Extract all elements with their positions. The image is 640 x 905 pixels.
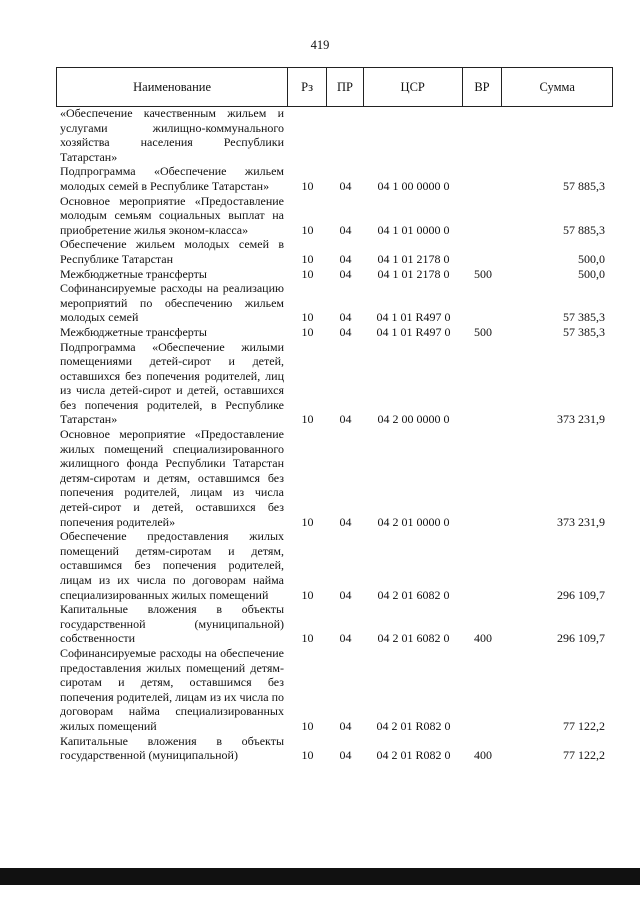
- row-pr: 04: [339, 324, 352, 339]
- table-row: [56, 267, 613, 282]
- row-csr: [364, 106, 463, 164]
- row-sum: 373 231,9: [557, 412, 605, 427]
- row-name: Основное мероприятие «Предоставление жилых помещений специализированного жилищного фонда Республики Татарстан детям-сиротам и детям, оставшимся без попечения родителей, лицам из числа детей-сирот и детей, оставшихся без попечения родителей»: [60, 427, 284, 529]
- table-row: [56, 427, 613, 529]
- row-sum: 500,0: [578, 266, 605, 281]
- row-sum: 57 885,3: [563, 178, 605, 193]
- row-sum: 296 109,7: [557, 587, 605, 602]
- table-row: [56, 237, 613, 266]
- row-csr: 04 1 01 R497 0: [376, 324, 451, 339]
- row-rz: 10: [301, 412, 314, 427]
- header-pr: ПР: [327, 68, 364, 106]
- row-name: Основное мероприятие «Предоставление молодым семьям социальных выплат на приобретение жилья эконом-класса»: [60, 193, 284, 237]
- header-csr: ЦСР: [364, 68, 463, 106]
- row-rz: [288, 106, 327, 164]
- row-name: Межбюджетные трансферты: [60, 324, 207, 339]
- row-rz: 10: [301, 718, 314, 733]
- row-name: Обеспечение предоставления жилых помещений детям-сиротам и детям, оставшимся без попечения родителей, лицам из их числа по договорам найма специализированных жилых помещений: [60, 529, 284, 602]
- row-name: Обеспечение жильем молодых семей в Республике Татарстан: [60, 237, 284, 266]
- row-sum: 57 885,3: [563, 222, 605, 237]
- row-rz: 10: [301, 310, 314, 325]
- row-vr: 500: [474, 324, 492, 339]
- row-csr: 04 2 01 6082 0: [377, 631, 450, 646]
- table-row: [56, 281, 613, 325]
- row-pr: 04: [339, 631, 352, 646]
- row-csr: 04 1 01 2178 0: [377, 251, 450, 266]
- row-rz: 10: [301, 631, 314, 646]
- row-rz: 10: [301, 266, 314, 281]
- row-pr: 04: [339, 178, 352, 193]
- row-csr: 04 2 01 R082 0: [376, 748, 451, 763]
- row-name: Капитальные вложения в объекты государственной (муниципальной): [60, 733, 284, 763]
- row-csr: 04 2 00 0000 0: [377, 412, 450, 427]
- row-sum: 57 385,3: [563, 324, 605, 339]
- row-name: «Обеспечение качественным жильем и услугами жилищно-коммунального хозяйства населения Республики Татарстан»: [60, 106, 284, 164]
- scan-edge-bar: [0, 868, 640, 885]
- table-row: [56, 194, 613, 238]
- row-csr: 04 2 01 R082 0: [376, 718, 451, 733]
- row-rz: 10: [301, 178, 314, 193]
- row-rz: 10: [301, 748, 314, 763]
- row-pr: [327, 106, 364, 164]
- row-name: Софинансируемые расходы на обеспечение предоставления жилых помещений детям-сиротам и детям, оставшимся без попечения родителей, лицам из их числа по договорам найма специализированных жилых помещений: [60, 645, 284, 733]
- row-pr: 04: [339, 748, 352, 763]
- row-csr: 04 1 01 0000 0: [377, 222, 450, 237]
- row-pr: 04: [339, 222, 352, 237]
- table-row: [56, 646, 613, 734]
- table-row: [56, 340, 613, 428]
- table-row: [56, 164, 613, 193]
- row-name: Капитальные вложения в объекты государственной (муниципальной) собственности: [60, 602, 284, 646]
- row-name: Межбюджетные трансферты: [60, 266, 207, 281]
- header-sum: Сумма: [539, 79, 575, 94]
- row-pr: 04: [339, 412, 352, 427]
- row-vr: [463, 529, 503, 602]
- row-rz: 10: [301, 587, 314, 602]
- row-pr: 04: [339, 514, 352, 529]
- row-name: Подпрограмма «Обеспечение жильем молодых семей в Республике Татарстан»: [60, 164, 284, 193]
- table-row: [56, 529, 613, 602]
- row-vr: 400: [474, 748, 492, 763]
- row-sum: 373 231,9: [557, 514, 605, 529]
- header-name: Наименование: [57, 68, 288, 106]
- row-pr: 04: [339, 587, 352, 602]
- table-row: [56, 734, 613, 763]
- row-sum: 500,0: [578, 251, 605, 266]
- header-rz: Рз: [288, 68, 327, 106]
- row-vr: 500: [474, 266, 492, 281]
- row-rz: 10: [301, 324, 314, 339]
- table-row: [56, 325, 613, 340]
- row-pr: 04: [339, 266, 352, 281]
- row-rz: 10: [301, 251, 314, 266]
- row-csr: 04 2 01 6082 0: [377, 587, 450, 602]
- row-name: Софинансируемые расходы на реализацию мероприятий по обеспечению жильем молодых семей: [60, 281, 284, 325]
- page-number: 419: [310, 38, 330, 52]
- row-pr: 04: [339, 251, 352, 266]
- row-vr: [463, 237, 503, 266]
- row-csr: 04 2 01 0000 0: [377, 514, 450, 529]
- row-rz: 10: [301, 514, 314, 529]
- table-row: [56, 106, 613, 164]
- row-csr: 04 1 01 2178 0: [377, 266, 450, 281]
- header-vr: ВР: [463, 68, 503, 106]
- row-sum: 296 109,7: [557, 631, 605, 646]
- row-pr: 04: [339, 310, 352, 325]
- row-sum: 77 122,2: [563, 718, 605, 733]
- row-vr: [463, 340, 503, 428]
- row-vr: [463, 646, 503, 734]
- row-pr: 04: [339, 718, 352, 733]
- row-vr: [463, 164, 503, 193]
- row-vr: [463, 281, 503, 325]
- row-rz: 10: [301, 222, 314, 237]
- row-sum: 57 385,3: [563, 310, 605, 325]
- row-sum: 77 122,2: [563, 748, 605, 763]
- row-name: Подпрограмма «Обеспечение жилыми помещениями детей-сирот и детей, оставшихся без попечения родителей, лиц из числа детей-сирот и детей, оставшихся без попечения родителей, в Республике Татарстан»: [60, 339, 284, 427]
- row-csr: 04 1 00 0000 0: [377, 178, 450, 193]
- row-vr: 400: [474, 631, 492, 646]
- row-csr: 04 1 01 R497 0: [376, 310, 451, 325]
- row-vr: [463, 194, 503, 238]
- table-header: [56, 67, 613, 107]
- row-sum: [503, 106, 613, 164]
- row-vr: [463, 106, 503, 164]
- row-vr: [463, 427, 503, 529]
- table-row: [56, 602, 613, 646]
- table-body: [56, 106, 613, 763]
